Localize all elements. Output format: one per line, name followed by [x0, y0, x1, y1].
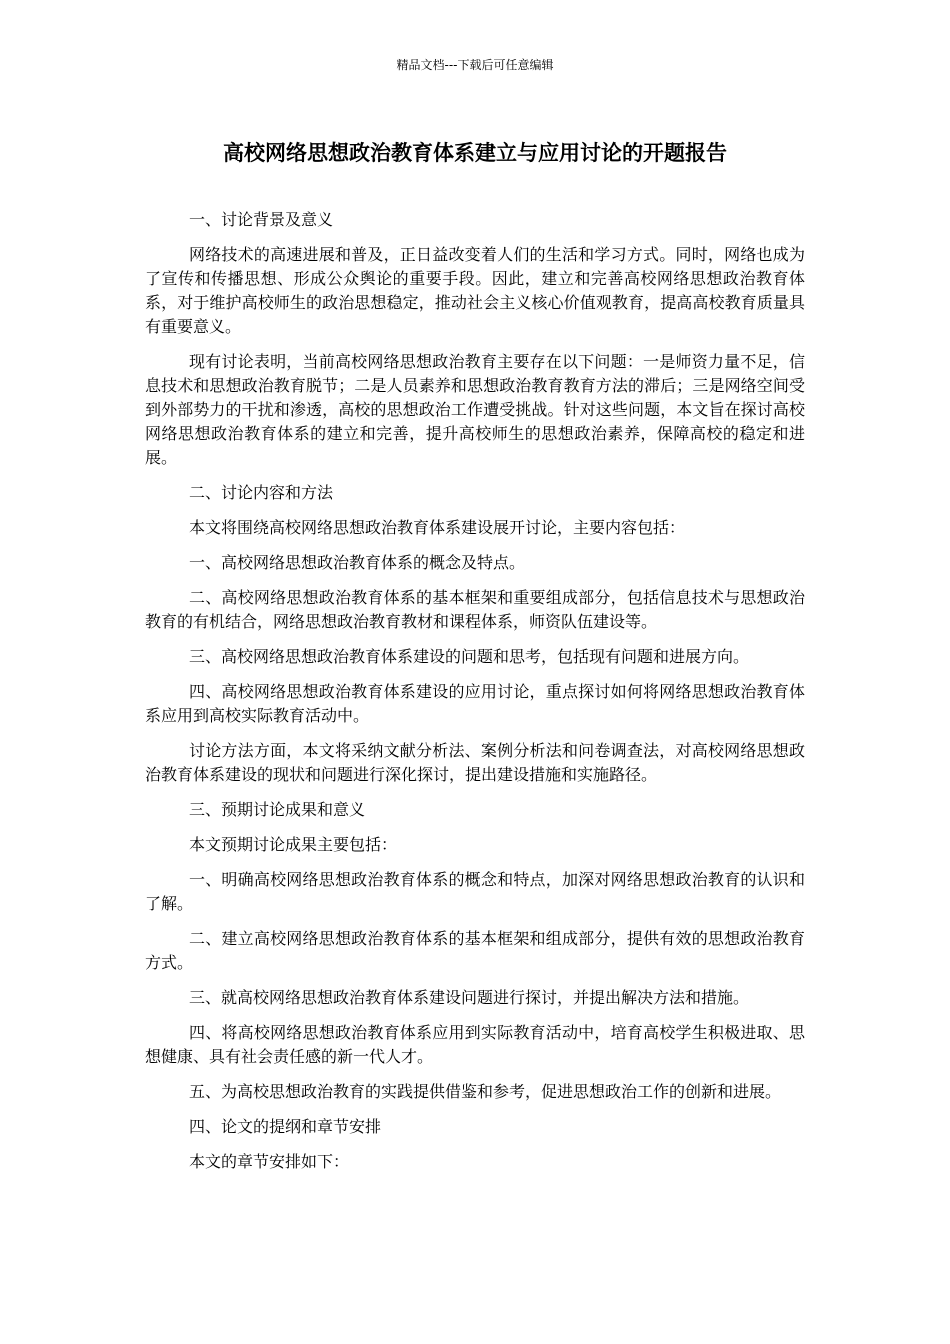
- list-item: 四、高校网络思想政治教育体系建设的应用讨论，重点探讨如何将网络思想政治教育体系应用到高校实际教育活动中。: [145, 682, 805, 725]
- document-title: 高校网络思想政治教育体系建立与应用讨论的开题报告: [223, 141, 727, 165]
- paragraph: 讨论方法方面，本文将采纳文献分析法、案例分析法和问卷调查法，对高校网络思想政治教育体系建设的现状和问题进行深化探讨，提出建设措施和实施路径。: [145, 741, 805, 784]
- page-header: 精品文档---下载后可任意编辑: [396, 58, 554, 72]
- list-item: 二、建立高校网络思想政治教育体系的基本框架和组成部分，提供有效的思想政治教育方式。: [145, 929, 805, 972]
- document-body: [145, 208, 805, 1185]
- paragraph: 本文将围绕高校网络思想政治教育体系建设展开讨论，主要内容包括：: [189, 518, 686, 537]
- paragraph: 本文的章节安排如下：: [189, 1152, 350, 1171]
- list-item: 五、为高校思想政治教育的实践提供借鉴和参考，促进思想政治工作的创新和进展。: [189, 1082, 782, 1101]
- section-heading-content-method: 二、讨论内容和方法: [189, 483, 334, 502]
- paragraph: 本文预期讨论成果主要包括：: [189, 835, 398, 854]
- section-heading-expected-results: 三、预期讨论成果和意义: [189, 800, 366, 819]
- list-item: 一、明确高校网络思想政治教育体系的概念和特点，加深对网络思想政治教育的认识和了解。: [145, 870, 805, 913]
- section-heading-outline: 四、论文的提纲和章节安排: [189, 1117, 382, 1136]
- list-item: 一、高校网络思想政治教育体系的概念及特点。: [189, 553, 526, 572]
- paragraph: 网络技术的高速进展和普及，正日益改变着人们的生活和学习方式。同时，网络也成为了宣传和传播思想、形成公众舆论的重要手段。因此，建立和完善高校网络思想政治教育体系，对于维护高校师生的政治思想稳定，推动社会主义核心价值观教育，提高高校教育质量具有重要意义。: [145, 245, 805, 336]
- list-item: 二、高校网络思想政治教育体系的基本框架和重要组成部分，包括信息技术与思想政治教育的有机结合，网络思想政治教育教材和课程体系，师资队伍建设等。: [145, 588, 805, 631]
- paragraph: 现有讨论表明，当前高校网络思想政治教育主要存在以下问题：一是师资力量不足，信息技术和思想政治教育脱节；二是人员素养和思想政治教育教育方法的滞后；三是网络空间受到外部势力的干扰和渗透，高校的思想政治工作遭受挑战。针对这些问题，本文旨在探讨高校网络思想政治教育体系的建立和完善，提升高校师生的思想政治素养，保障高校的稳定和进展。: [145, 352, 805, 467]
- list-item: 三、高校网络思想政治教育体系建设的问题和思考，包括现有问题和进展方向。: [189, 647, 750, 666]
- list-item: 三、就高校网络思想政治教育体系建设问题进行探讨，并提出解决方法和措施。: [189, 988, 750, 1007]
- list-item: 四、将高校网络思想政治教育体系应用到实际教育活动中，培育高校学生积极进取、思想健康、具有社会责任感的新一代人才。: [145, 1023, 805, 1066]
- section-heading-background: 一、讨论背景及意义: [189, 210, 334, 229]
